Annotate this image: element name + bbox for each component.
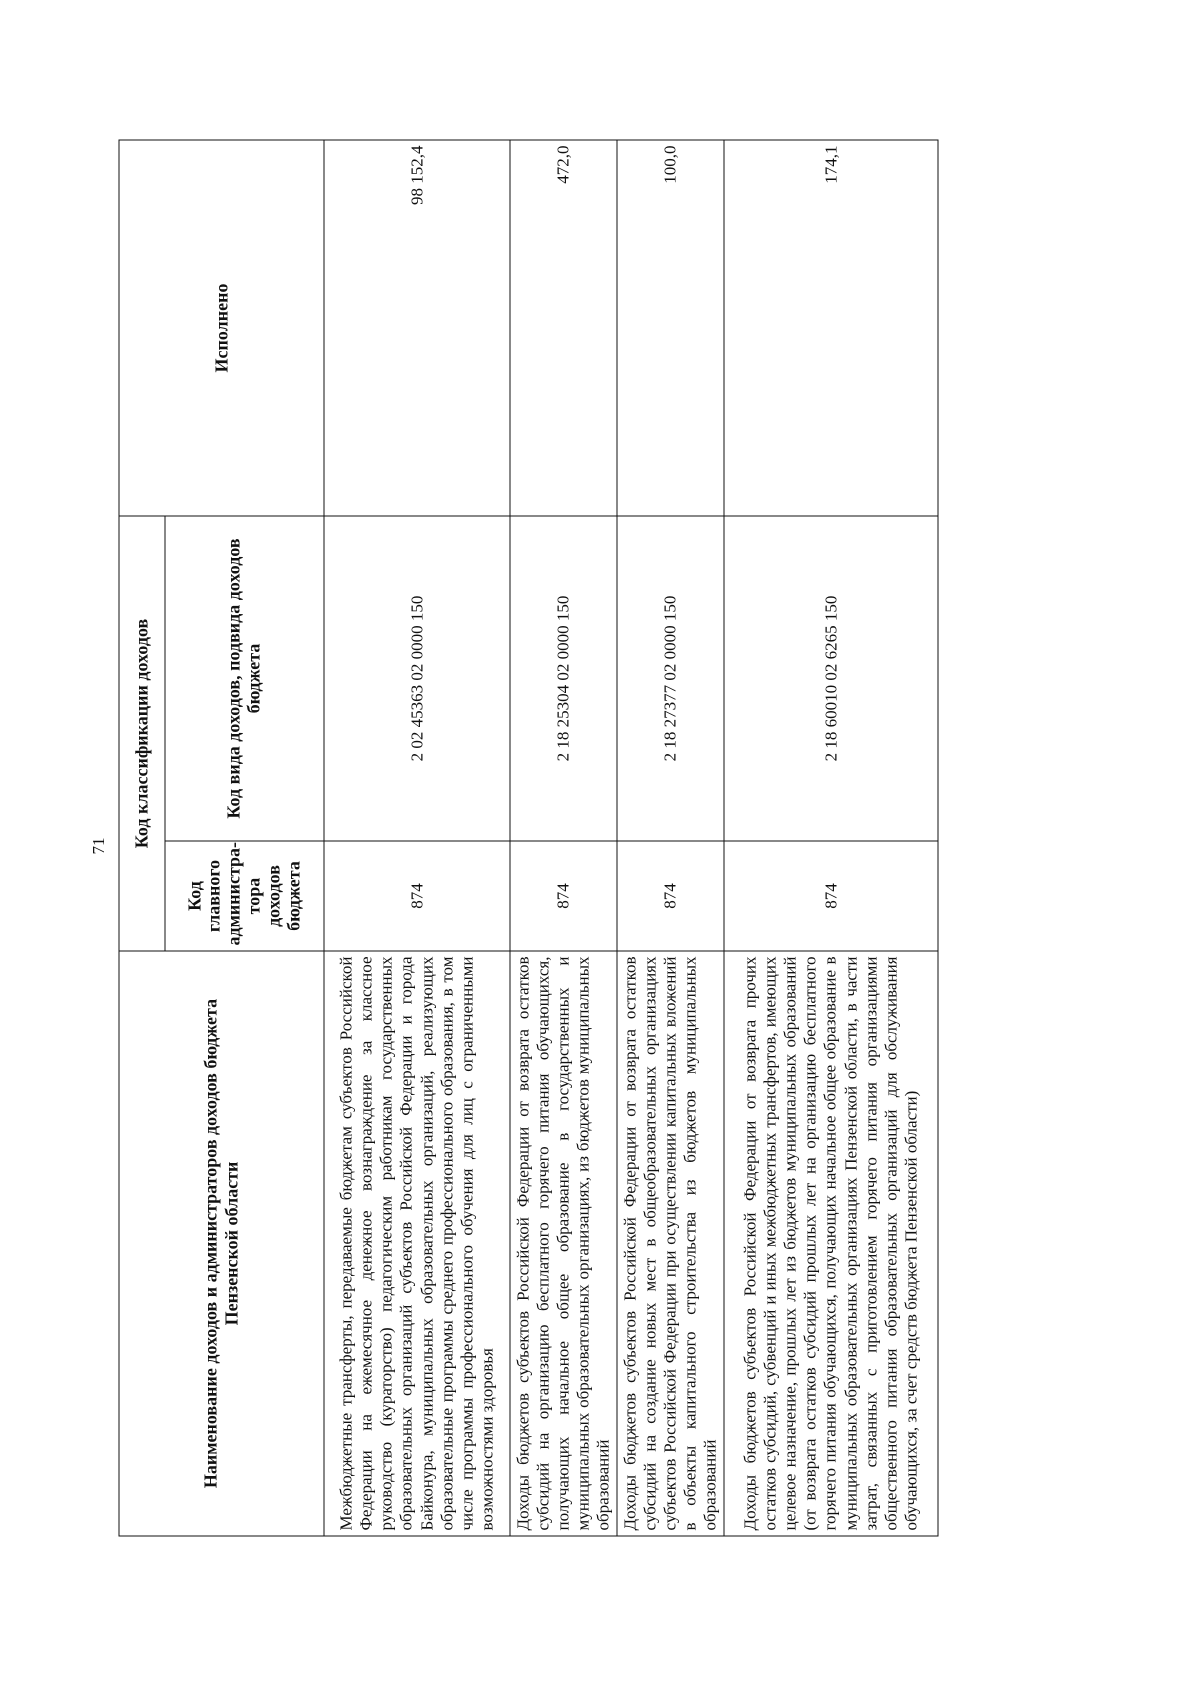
row-executed-cell: 100,0 xyxy=(617,140,724,516)
row-executed-cell: 98 152,4 xyxy=(324,140,510,516)
header-kind-code: Код вида доходов, подвида доходов бюджета xyxy=(165,516,324,841)
header-admin-code: Код главного администра-тора доходов бюджета xyxy=(165,841,324,951)
row-kind-code-cell: 2 18 27377 02 0000 150 xyxy=(617,516,724,841)
row-name-cell: Доходы бюджетов субъектов Российской Федерации от возврата остатков субсидий на создание новых мест в общеобразовательных организациях субъектов Российской Федерации при осуществлении капитальных вложений в объекты капитального строительства из бюджетов муниципальных образований xyxy=(617,951,724,1536)
row-admin-code-cell: 874 xyxy=(724,841,938,951)
row-admin-code-cell: 874 xyxy=(510,841,617,951)
row-admin-code-cell: 874 xyxy=(617,841,724,951)
row-kind-code-cell: 2 18 25304 02 0000 150 xyxy=(510,516,617,841)
header-row-1 xyxy=(119,140,165,1536)
row-kind-code-cell: 2 18 60010 02 6265 150 xyxy=(724,516,938,841)
header-name: Наименование доходов и администраторов доходов бюджета Пензенской области xyxy=(119,951,324,1536)
table-row xyxy=(724,140,938,1536)
header-executed: Исполнено xyxy=(119,140,324,516)
rotated-table-frame xyxy=(119,140,938,1536)
row-executed-cell: 174,1 xyxy=(724,140,938,516)
row-admin-code-cell: 874 xyxy=(324,841,510,951)
row-kind-code-cell: 2 02 45363 02 0000 150 xyxy=(324,516,510,841)
row-executed-cell: 472,0 xyxy=(510,140,617,516)
table-row xyxy=(510,140,617,1536)
table-row xyxy=(324,140,510,1536)
row-name-cell: Межбюджетные трансферты, передаваемые бюджетам субъектов Российской Федерации на ежемесячное денежное вознаграждение за классное руководство (кураторство) педагогическим работникам государственных образовательных организаций субъектов Российской Федерации и города Байконура, муниципальных образовательных организаций, реализующих образовательные программы среднего профессионального образования, в том числе программы профессионального обучения для лиц с ограниченными возможностями здоровья xyxy=(324,951,510,1536)
budget-revenue-table xyxy=(119,139,939,1536)
row-name-cell: Доходы бюджетов субъектов Российской Федерации от возврата прочих остатков субсидий, субвенций и иных межбюджетных трансфертов, имеющих целевое назначение, прошлых лет из бюджетов муниципальных образований (от возврата остатков субсидий прошлых лет на организацию бесплатного горячего питания обучающихся, получающих начальное общее образование в муниципальных образовательных организациях Пензенской области, в части затрат, связанных с приготовлением горячего питания организациями общественного питания образовательных организаций для обслуживания обучающихся, за счет средств бюджета Пензенской области) xyxy=(724,951,938,1536)
row-name-cell: Доходы бюджетов субъектов Российской Федерации от возврата остатков субсидий на организацию бесплатного горячего питания обучающихся, получающих начальное общее образование в государственных и муниципальных образовательных организациях, из бюджетов муниципальных образований xyxy=(510,951,617,1536)
header-classification-group: Код классификации доходов xyxy=(119,516,165,951)
table-row xyxy=(617,140,724,1536)
page-number: 71 xyxy=(89,837,108,855)
